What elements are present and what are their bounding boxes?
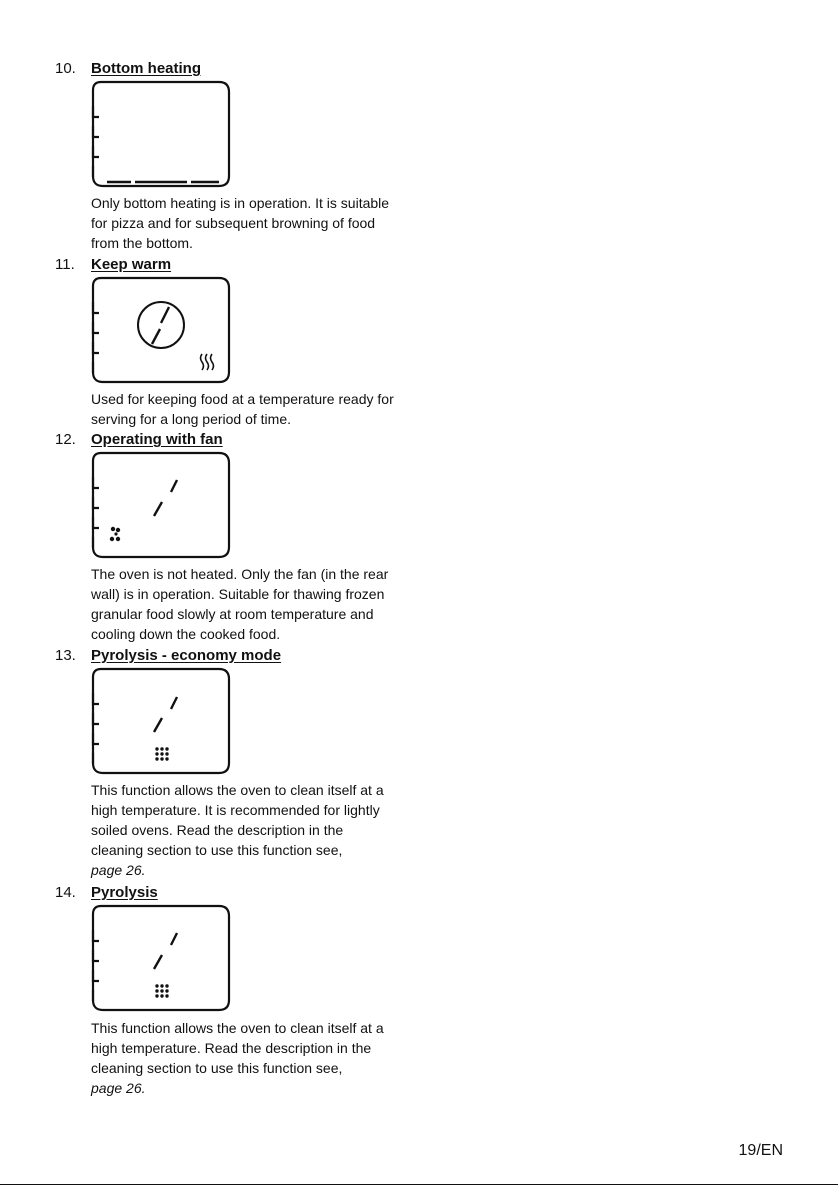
item-description: The oven is not heated. Only the fan (in the rear wall) is in operation. Suitable for thawing frozen granular food slowly at room temperature and cooling down the cooked food. bbox=[91, 566, 389, 642]
pyrolysis-icon bbox=[91, 902, 231, 1014]
fan-icon bbox=[91, 449, 231, 561]
item-title: Pyrolysis bbox=[91, 884, 158, 901]
item-title: Operating with fan bbox=[91, 431, 223, 448]
item-number: 13. bbox=[55, 647, 76, 664]
item-number: 14. bbox=[55, 884, 76, 901]
item-description: This function allows the oven to clean itself at a high temperature. Read the description in the cleaning section to use this function see, page 26. bbox=[91, 1018, 421, 1098]
page-number: 19/EN bbox=[738, 1142, 783, 1159]
item-description: Used for keeping food at a temperature ready for serving for a long period of time. bbox=[91, 391, 394, 427]
item-number: 12. bbox=[55, 431, 76, 448]
item-title: Keep warm bbox=[91, 256, 172, 273]
footer-divider bbox=[0, 1184, 838, 1185]
item-number: 10. bbox=[55, 60, 76, 77]
item-description: This function allows the oven to clean itself at a high temperature. It is recommended for lightly soiled ovens. Read the description in the cleaning section to use this function see, page 26. bbox=[91, 780, 421, 880]
item-title: Bottom heating bbox=[91, 60, 201, 77]
page-reference: page 26. bbox=[91, 1080, 146, 1096]
pyrolysis-economy-icon bbox=[91, 665, 231, 777]
item-description: Only bottom heating is in operation. It is suitable for pizza and for subsequent browning of food from the bottom. bbox=[91, 195, 390, 251]
item-title: Pyrolysis - economy mode bbox=[91, 647, 282, 664]
item-number: 11. bbox=[55, 256, 75, 273]
bottom-heating-icon bbox=[91, 78, 231, 190]
keep-warm-icon bbox=[91, 274, 231, 386]
page-reference: page 26. bbox=[91, 862, 146, 878]
